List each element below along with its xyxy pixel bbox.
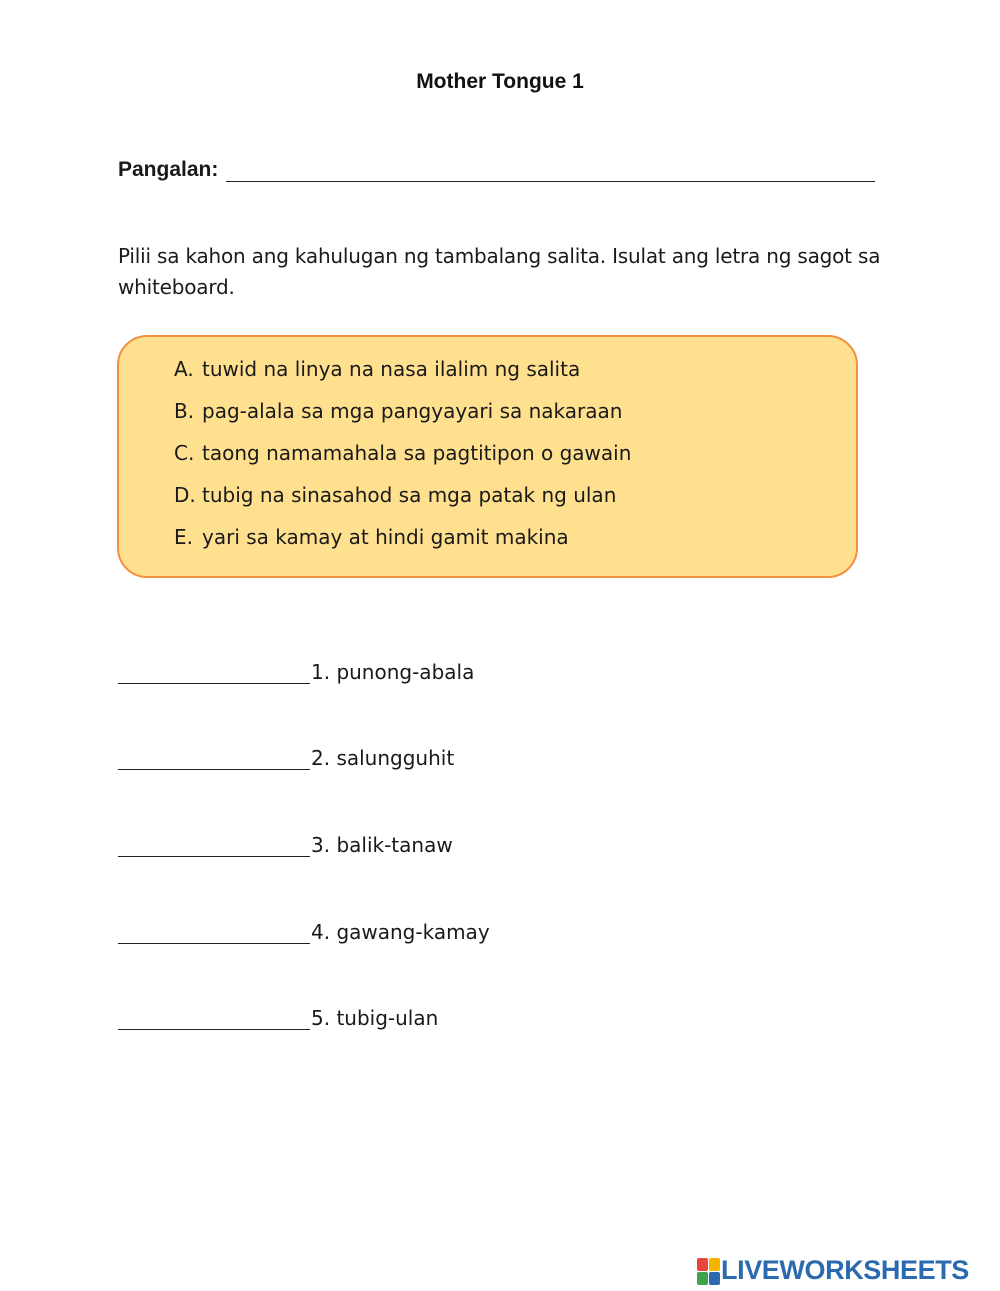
choice-letter: C. (174, 441, 195, 465)
logo-mark-icon (697, 1258, 719, 1284)
answer-input-line[interactable] (118, 747, 310, 770)
logo-text: LIVEWORKSHEETS (721, 1255, 969, 1285)
choice-letter: D. (174, 483, 196, 507)
choice-item (174, 441, 631, 465)
choice-letter: A. (174, 357, 194, 381)
choice-item (174, 399, 622, 423)
choice-box (117, 335, 858, 578)
choice-text: tubig na sinasahod sa mga patak ng ulan (202, 483, 617, 507)
name-input-line[interactable] (226, 159, 875, 182)
question-row (118, 920, 490, 944)
choice-text: yari sa kamay at hindi gamit makina (202, 525, 569, 549)
question-row (118, 833, 453, 857)
choice-text: tuwid na linya na nasa ilalim ng salita (202, 357, 581, 381)
liveworksheets-logo (697, 1255, 969, 1286)
choice-text: pag-alala sa mga pangyayari sa nakaraan (202, 399, 623, 423)
choice-item (174, 525, 569, 549)
question-item: 1. punong-abala (311, 660, 475, 684)
question-row (118, 660, 474, 684)
question-item: 4. gawang-kamay (311, 920, 490, 944)
answer-input-line[interactable] (118, 921, 310, 944)
choice-letter: E. (174, 525, 193, 549)
choice-letter: B. (174, 399, 195, 423)
choice-text: taong namamahala sa pagtitipon o gawain (202, 441, 632, 465)
answer-input-line[interactable] (118, 1007, 310, 1030)
answer-input-line[interactable] (118, 661, 310, 684)
choice-item (174, 357, 580, 381)
worksheet-title: Mother Tongue 1 (416, 70, 584, 93)
question-row (118, 1006, 438, 1030)
name-row (118, 158, 875, 182)
question-item: 5. tubig-ulan (311, 1006, 439, 1030)
answer-input-line[interactable] (118, 834, 310, 857)
instructions: Pilii sa kahon ang kahulugan ng tambalang salita. Isulat ang letra ng sagot sa whiteboard. (118, 244, 881, 299)
question-item: 2. salungguhit (311, 746, 455, 770)
question-item: 3. balik-tanaw (311, 833, 453, 857)
question-row (118, 746, 454, 770)
choice-item (174, 483, 616, 507)
name-label: Pangalan: (118, 158, 219, 181)
